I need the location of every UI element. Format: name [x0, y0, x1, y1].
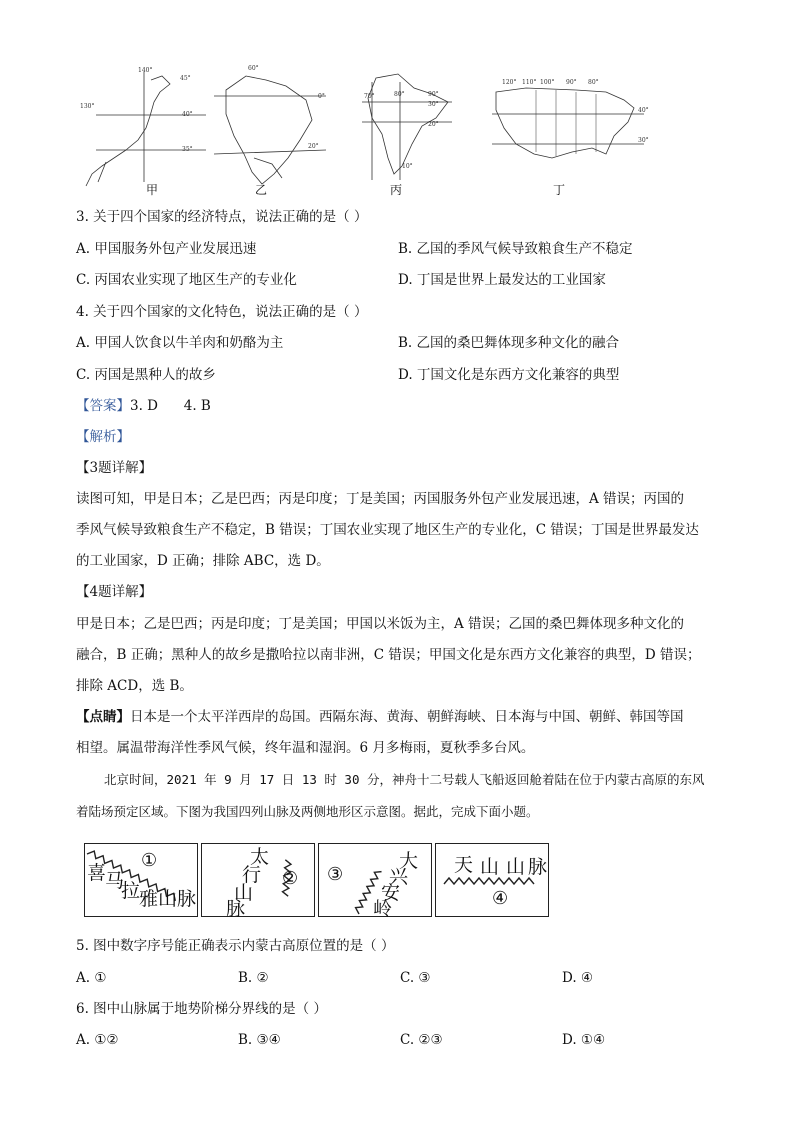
tick-label: 70°	[364, 93, 375, 100]
mountain-char: 山	[506, 856, 526, 878]
mountain-char: 喜	[87, 862, 107, 884]
detail-3-line: 季风气候导致粮食生产不稳定，B 错误；丁国农业实现了地区生产的专业化，C 错误；丁国是世界最发达	[76, 522, 699, 538]
tick-label: 100°	[540, 79, 555, 86]
detail-4-line: 甲是日本；乙是巴西；丙是印度；丁是美国；甲国以米饭为主，A 错误；乙国的桑巴舞体现多种文化的	[76, 616, 685, 632]
map-caption-ding: 丁	[553, 183, 566, 197]
mountain-char: 大	[399, 850, 419, 872]
tick-label: 60°	[248, 65, 259, 72]
question-5-stem: 5. 图中数字序号能正确表示内蒙古高原位置的是（ ）	[76, 938, 395, 954]
mountain-box-4	[435, 843, 549, 917]
tick-label: 110°	[522, 79, 537, 86]
label-num-3: ③	[327, 864, 344, 885]
mountain-char: 行	[242, 864, 262, 886]
analysis-label: 【解析】	[76, 429, 130, 445]
answer-label: 【答案】	[76, 398, 130, 414]
question-4-stem: 4. 关于四个国家的文化特色，说法正确的是（ ）	[76, 304, 368, 320]
q6-option-a: A. ①②	[76, 1032, 119, 1048]
mountain-char: 岭	[373, 898, 393, 920]
note-line	[76, 707, 684, 727]
label-num-2: ②	[282, 868, 299, 889]
map-caption-bing: 丙	[390, 183, 403, 197]
answer-text: 3. D 4. B	[130, 398, 211, 414]
mountain-box-2	[201, 843, 315, 920]
answer-line	[76, 396, 211, 416]
mountain-char: 山	[234, 882, 254, 904]
q5-option-d: D. ④	[562, 970, 594, 986]
mountain-box-1	[84, 843, 198, 917]
tick-label: 130°	[80, 103, 95, 110]
tick-label: 20°	[428, 121, 439, 128]
q4-option-b: B. 乙国的桑巴舞体现多种文化的融合	[398, 335, 620, 351]
detail-3-line: 的工业国家，D 正确；排除 ABC，选 D。	[76, 553, 330, 569]
intro-line: 北京时间，2021 年 9 月 17 日 13 时 30 分，神舟十二号载人飞船返回舱着陆在位于内蒙古高原的东风	[104, 772, 705, 787]
tick-label: 90°	[428, 91, 439, 98]
mountain-char: 安	[381, 882, 401, 904]
tick-label: 80°	[394, 91, 405, 98]
tick-label: 0°	[318, 93, 325, 100]
q4-option-c: C. 丙国是黑种人的故乡	[76, 367, 216, 383]
q6-option-b: B. ③④	[238, 1032, 281, 1048]
tick-label: 80°	[588, 79, 599, 86]
label-num-1: ①	[141, 850, 158, 871]
mountain-char: 山	[480, 856, 500, 878]
detail-3-line: 读图可知，甲是日本；乙是巴西；丙是印度；丁是美国；丙国服务外包产业发展迅速，A 错误；丙国的	[76, 491, 685, 507]
q3-option-d: D. 丁国是世界上最发达的工业国家	[398, 272, 606, 288]
q5-option-a: A. ①	[76, 970, 107, 986]
map-caption-yi: 乙	[255, 183, 268, 197]
tick-label: 30°	[428, 101, 439, 108]
tick-label: 140°	[138, 67, 153, 74]
map-brazil	[214, 76, 326, 184]
tick-label: 120°	[502, 79, 517, 86]
lat-line	[214, 150, 326, 154]
question-3-stem: 3. 关于四个国家的经济特点，说法正确的是（ ）	[76, 209, 368, 225]
mountain-char: 脉	[226, 898, 246, 920]
tick-label: 90°	[566, 79, 577, 86]
q5-option-b: B. ②	[238, 970, 269, 986]
mountain-char: 马	[105, 870, 125, 892]
mountain-char: 拉	[121, 880, 141, 902]
tick-label: 40°	[638, 107, 649, 114]
q6-option-d: D. ①④	[562, 1032, 606, 1048]
q4-option-a: A. 甲国人饮食以牛羊肉和奶酪为主	[76, 335, 284, 351]
tick-label: 10°	[402, 163, 413, 170]
mountain-char: 太	[250, 846, 270, 868]
q6-option-c: C. ②③	[400, 1032, 443, 1048]
q3-option-c: C. 丙国农业实现了地区生产的专业化	[76, 272, 297, 288]
detail-4-label: 【4题详解】	[76, 584, 153, 600]
note-label: 【点睛】	[76, 709, 130, 725]
q5-option-c: C. ③	[400, 970, 431, 986]
q3-option-a: A. 甲国服务外包产业发展迅速	[76, 241, 257, 257]
tick-label: 30°	[638, 137, 649, 144]
map-caption-jia: 甲	[146, 183, 159, 197]
mountain-char: 雅山脉	[139, 888, 197, 910]
label-num-4: ④	[492, 888, 509, 909]
tick-label: 20°	[308, 143, 319, 150]
mountain-box-3	[318, 843, 432, 920]
question-6-stem: 6. 图中山脉属于地势阶梯分界线的是（ ）	[76, 1001, 327, 1017]
tick-label: 45°	[180, 75, 191, 82]
map-japan	[86, 72, 206, 186]
mountain-char: 天	[454, 854, 474, 876]
detail-4-line: 融合，B 正确；黑种人的故乡是撒哈拉以南非洲，C 错误；甲国文化是东西方文化兼容的典型，D 错误；	[76, 647, 701, 663]
mountain-char: 脉	[528, 856, 548, 878]
note-text: 日本是一个太平洋西岸的岛国。西隔东海、黄海、朝鲜海峡、日本海与中国、朝鲜、韩国等国	[130, 709, 684, 725]
tick-label: 35°	[182, 146, 193, 153]
q3-option-b: B. 乙国的季风气候导致粮食生产不稳定	[398, 241, 633, 257]
map-usa	[492, 88, 644, 158]
detail-3-label: 【3题详解】	[76, 460, 153, 476]
country-maps	[76, 62, 656, 196]
detail-4-line: 排除 ACD，选 B。	[76, 678, 193, 694]
intro-line: 着陆场预定区域。下图为我国四列山脉及两侧地形区示意图。据此，完成下面小题。	[76, 804, 539, 819]
tick-label: 40°	[182, 111, 193, 118]
note-line-2: 相望。属温带海洋性季风气候，终年温和湿润。6 月多梅雨，夏秋季多台风。	[76, 740, 535, 756]
mountain-char: 兴	[389, 866, 409, 888]
q4-option-d: D. 丁国文化是东西方文化兼容的典型	[398, 367, 620, 383]
